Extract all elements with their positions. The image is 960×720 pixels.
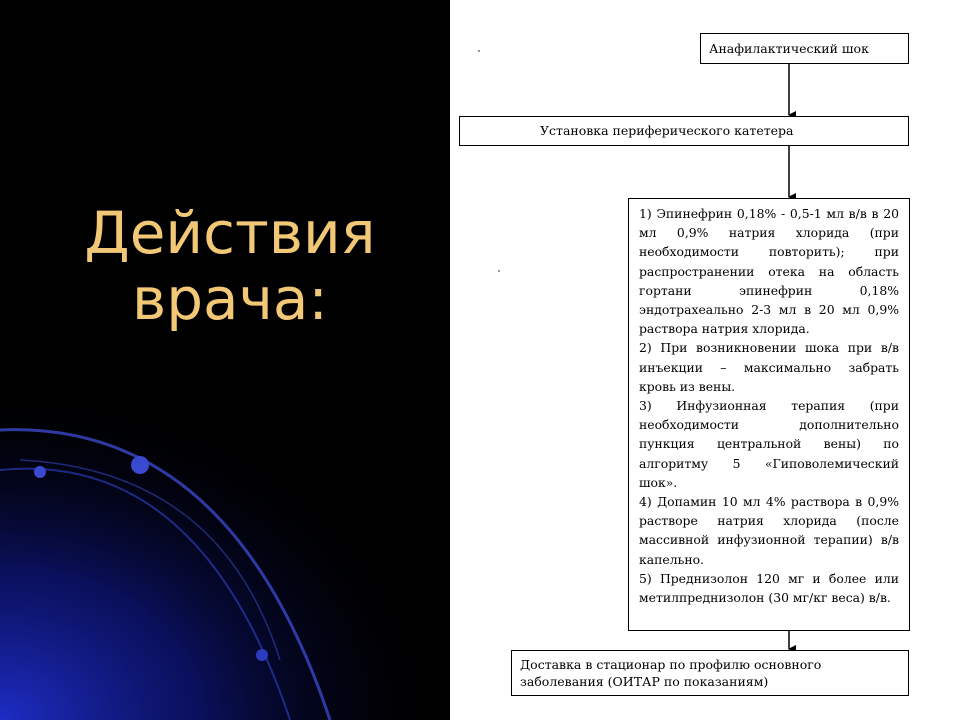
- step-2: 2) При возникновении шока при в/в инъекции – максимально забрать кровь из вены.: [639, 340, 899, 394]
- title-line-1: Действия: [84, 199, 376, 267]
- anaphylaxis-box: [700, 33, 909, 64]
- stray-mark: [498, 270, 500, 272]
- treatment-steps-box: [628, 198, 910, 631]
- delivery-box: [511, 650, 909, 696]
- slide-title: [60, 200, 400, 332]
- title-line-2: врача:: [132, 265, 328, 333]
- step-3: 3) Инфузионная терапия (при необходимости дополнительно пункция центральной вены) по алгоритму 5 «Гиповолемический шок».: [639, 398, 899, 490]
- flowchart-panel: [450, 0, 960, 720]
- background-arcs: [0, 0, 450, 720]
- anaphylaxis-label: Анафилактический шок: [709, 41, 869, 56]
- catheter-box: [459, 116, 909, 146]
- stray-mark: [478, 50, 480, 52]
- catheter-label: Установка периферического катетера: [540, 123, 794, 138]
- step-4: 4) Допамин 10 мл 4% раствора в 0,9% растворе натрия хлорида (после массивной инфузионной терапии) в/в капельно.: [639, 494, 899, 567]
- step-1: 1) Эпинефрин 0,18% - 0,5-1 мл в/в в 20 мл 0,9% натрия хлорида (при необходимости повторить); при распространении отека на область гортани эпинефрин 0,18% эндотрахеально 2-3 мл в 20 мл 0,9% раствора натрия хлорида.: [639, 206, 899, 337]
- step-5: 5) Преднизолон 120 мг и более или метилпреднизолон (30 мг/кг веса) в/в.: [639, 570, 899, 606]
- delivery-label: Доставка в стационар по профилю основного заболевания (ОИТАР по показаниям): [520, 657, 822, 689]
